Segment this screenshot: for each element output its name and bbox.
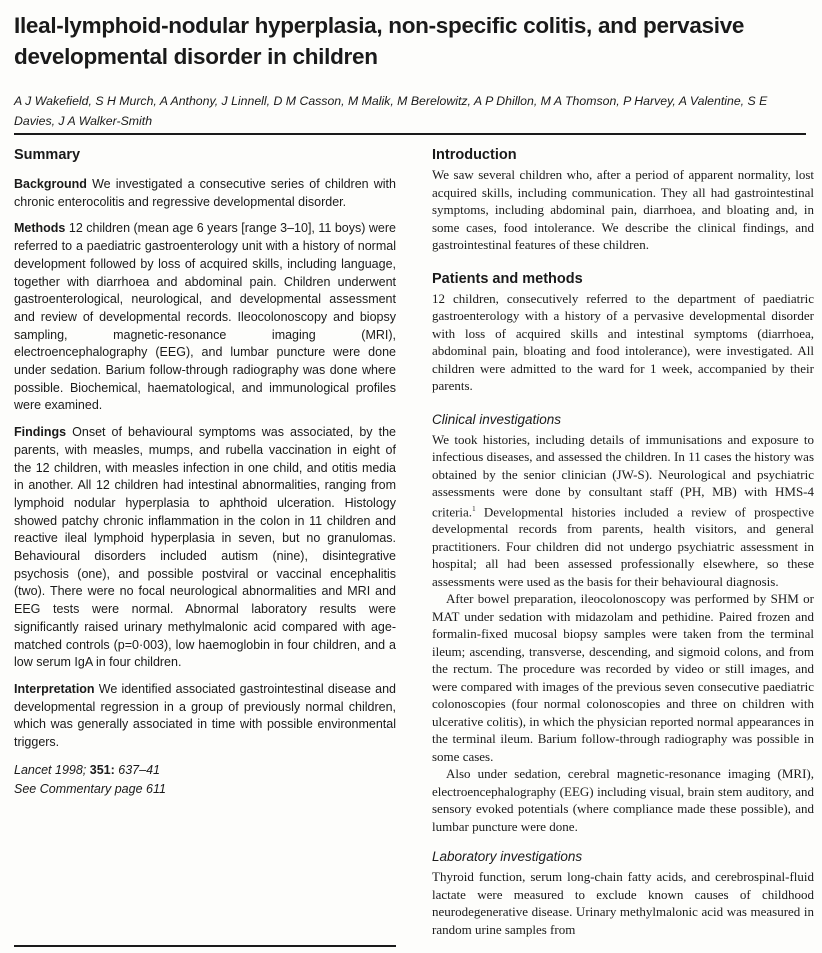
citation-volume: 351: <box>89 762 115 777</box>
clinical-paragraph-3: Also under sedation, cerebral magnetic-resonance imaging (MRI), electroencephalography (EEG) including visual, brain stem auditory, and sensory evoked potentials (where compliance made these possible), and lumbar puncture were done. <box>432 766 814 834</box>
background-label: Background <box>14 177 87 191</box>
citation-pages: 637–41 <box>114 762 160 777</box>
reference-marker: 1 <box>472 504 476 513</box>
citation <box>14 761 396 799</box>
author-list: A J Wakefield, S H Murch, A Anthony, J Linnell, D M Casson, M Malik, M Berelowitz, A P Dhillon, M A Thomson, P Harvey, A Valentine, S E Davies, J A Walker-Smith <box>14 94 768 128</box>
interpretation-paragraph <box>14 681 396 752</box>
summary-bottom-rule <box>14 945 396 947</box>
summary-column <box>14 146 396 799</box>
patients-methods-heading: Patients and methods <box>432 270 583 287</box>
introduction-text: We saw several children who, after a period of apparent normality, lost acquired skills, including communication. They all had gastrointestinal symptoms, including abdominal pain, diarrhoea, and bloating and, in some cases, food intolerance. We describe the clinical findings, and gastrointestinal features of these children. <box>432 167 814 252</box>
commentary-reference: See Commentary page 611 <box>14 781 166 796</box>
clinical-investigations-heading: Clinical investigations <box>432 411 562 427</box>
article-title: Ileal-lymphoid-nodular hyperplasia, non-specific colitis, and pervasive developmental disorder in children <box>14 13 745 69</box>
methods-label: Methods <box>14 221 66 236</box>
interpretation-label: Interpretation <box>14 681 95 696</box>
findings-paragraph <box>14 424 396 672</box>
clinical-p1-text: We took histories, including details of immunisations and exposure to infectious diseases, and assessed the children. In 11 cases the history was obtained by the senior clinician (JW-S). Neurological and psychiatric assessments were done by consultant staff (PH, MB) with HMS-4 criteria. <box>432 431 814 519</box>
laboratory-investigations-heading: Laboratory investigations <box>432 849 583 865</box>
laboratory-text: Thyroid function, serum long-chain fatty acids, and cerebrospinal-fluid lactate were measured to exclude known causes of childhood neurodegenerative disease. Urinary methylmalonic acid was measured in random urine samples from <box>432 869 814 937</box>
methods-text: 12 children (mean age 6 years [range 3–10], 11 boys) were referred to a paediatric gastroenterology unit with a history of normal development followed by loss of acquired skills, including language, together with diarrhoea and abdominal pain. Children underwent gastroenterological, neurological, and developmental assessment and review of developmental records. Ileocolonoscopy and biopsy sampling, magnetic-resonance imaging (MRI), electroencephalography (EEG), and lumbar puncture were done under sedation. Barium follow-through radiography was done where possible. Biochemical, haematological, and immunological profiles were examined. <box>14 221 396 413</box>
interpretation-text: We identified associated gastrointestinal disease and developmental regression in a group of previously normal children, which was generally associated in time with possible environmental triggers. <box>14 681 396 750</box>
citation-line <box>14 761 396 780</box>
background-paragraph <box>14 176 396 211</box>
citation-journal: Lancet 1998; <box>14 762 90 777</box>
clinical-p1-rest: Developmental histories included a review of prospective developmental records from parents, health visitors, and general practitioners. Four children did not undergo psychiatric assessment in hospital; all had been assessed professionally elsewhere, so these assessments were used as the basis for their behavioural diagnosis. <box>432 503 814 589</box>
clinical-paragraph-1 <box>432 431 814 591</box>
summary-heading: Summary <box>14 147 81 163</box>
body-column <box>432 146 814 938</box>
methods-paragraph <box>14 220 396 415</box>
introduction-heading: Introduction <box>432 147 517 163</box>
background-text: We investigated a consecutive series of children with chronic enterocolitis and regressive developmental disorder. <box>14 177 396 209</box>
findings-text: Onset of behavioural symptoms was associated, by the parents, with measles, mumps, and rubella vaccination in eight of the 12 children, with measles infection in one child, and otitis media in another. All 12 children had intestinal abnormalities, ranging from lymphoid nodular hyperplasia to aphthoid ulceration. Histology showed patchy chronic inflammation in the colon in 11 children and reactive ileal lymphoid hyperplasia in seven, but no granulomas. Behavioural disorders included autism (nine), disintegrative psychosis (one), and possible postviral or vaccinal encephalitis (two). There were no focal neurological abnormalities and MRI and EEG tests were normal. Abnormal laboratory results were significantly raised urinary methylmalonic acid compared with age-matched controls (p=0·003), low haemoglobin in four children, and a low serum IgA in four children. <box>14 425 396 670</box>
header-rule <box>14 133 806 135</box>
findings-label: Findings <box>14 425 67 440</box>
clinical-paragraph-2: After bowel preparation, ileocolonoscopy was performed by SHM or MAT under sedation with midazolam and pethidine. Paired frozen and formalin-fixed mucosal biopsy samples were taken from the terminal ileum; ascending, transverse, descending, and sigmoid colons, and from the rectum. The procedure was recorded by video or still images, and were compared with images of the previous seven consecutive paediatric colonoscopies (four normal colonoscopies and three on children with ulcerative colitis), in which the physician reported normal appearances in the terminal ileum. Barium follow-through radiography was possible in some cases. <box>432 591 814 764</box>
patients-methods-text: 12 children, consecutively referred to the department of paediatric gastroenterology with a history of a pervasive developmental disorder with loss of acquired skills and intestinal symptoms (diarrhoea, abdominal pain, bloating and food intolerance), were investigated. All children were admitted to the ward for 1 week, accompanied by their parents. <box>432 290 814 393</box>
